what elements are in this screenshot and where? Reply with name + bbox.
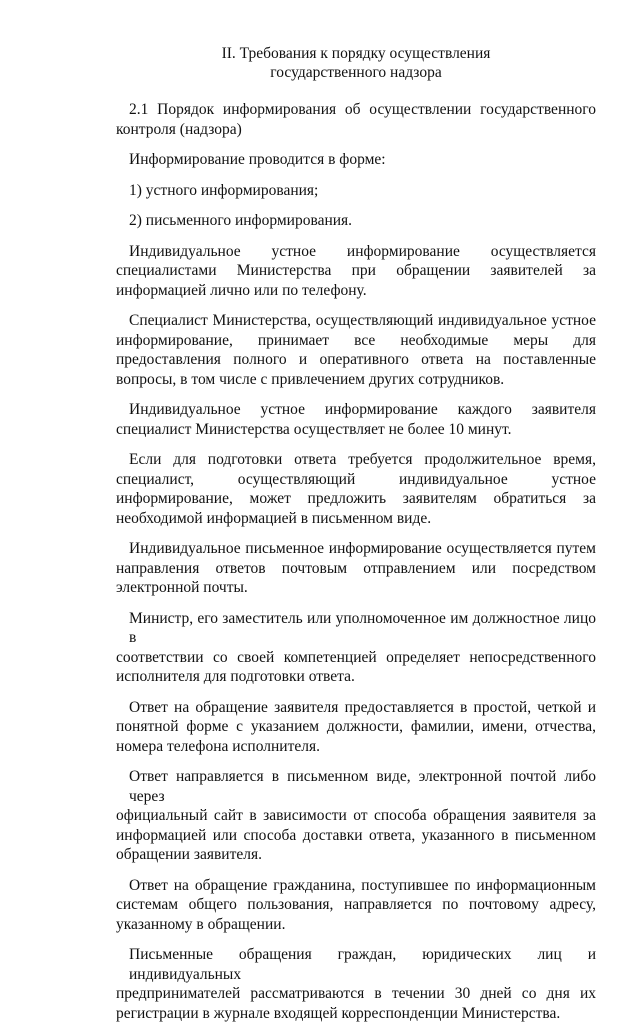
paragraph-2: Информирование проводится в форме: xyxy=(129,151,386,168)
paragraph-1: 2.1 Порядок информирования об осуществлении государственного контроля (надзора) xyxy=(116,101,596,138)
paragraph-3: 1) устного информирования; xyxy=(129,181,319,199)
section-heading-line-2: государственного надзора xyxy=(270,64,442,81)
paragraph-7: Индивидуальное устное информирование каждого заявителя специалист Министерства осуществляет не более 10 минут. xyxy=(116,401,596,438)
paragraph-14: Письменные обращения граждан, юридических лиц и индивидуальных предпринимателей рассматриваются в течении 30 дней со дня их регистрации в журнале входящей корреспонденции Министерства. xyxy=(116,946,596,1022)
paragraph-11: Ответ на обращение заявителя предоставляется в простой, четкой и понятной форме с указанием должности, фамилии, имени, отчества, номера телефона исполнителя. xyxy=(116,698,596,755)
paragraph-8: Если для подготовки ответа требуется продолжительное время, специалист, осуществляющий индивидуальное устное информирование, может предложить заявителям обратиться за необходимой информацией в письменном виде. xyxy=(116,451,596,527)
paragraph-13: Ответ на обращение гражданина, поступившее по информационным системам общего пользования, направляется по почтовому адресу, указанному в обращении. xyxy=(116,876,596,933)
paragraph-12: Ответ направляется в письменном виде, электронной почтой либо через официальный сайт в зависимости от способа обращения заявителя за информацией или способа доставки ответа, указанного в письменном обращении заявителя. xyxy=(116,768,596,863)
paragraph-6: Специалист Министерства, осуществляющий индивидуальное устное информирование, принимает все необходимые меры для предоставления полного и оперативного ответа на поставленные вопросы, в том числе с привлечением других сотрудников. xyxy=(116,312,596,388)
paragraph-4: 2) письменного информирования. xyxy=(129,212,353,229)
section-heading xyxy=(116,44,596,82)
paragraph-10: Министр, его заместитель или уполномоченное им должностное лицо в соответствии со своей компетенцией определяет непосредственного исполнителя для подготовки ответа. xyxy=(116,609,596,685)
paragraph-9: Индивидуальное письменное информирование осуществляется путем направления ответов почтовым отправлением или посредством электронной почты. xyxy=(116,540,596,596)
paragraph-5: Индивидуальное устное информирование осуществляется специалистами Министерства при обращении заявителей за информацией лично или по телефону. xyxy=(116,242,596,299)
section-heading-line-1: II. Требования к порядку осуществления xyxy=(221,45,491,62)
document-page xyxy=(116,44,596,1034)
